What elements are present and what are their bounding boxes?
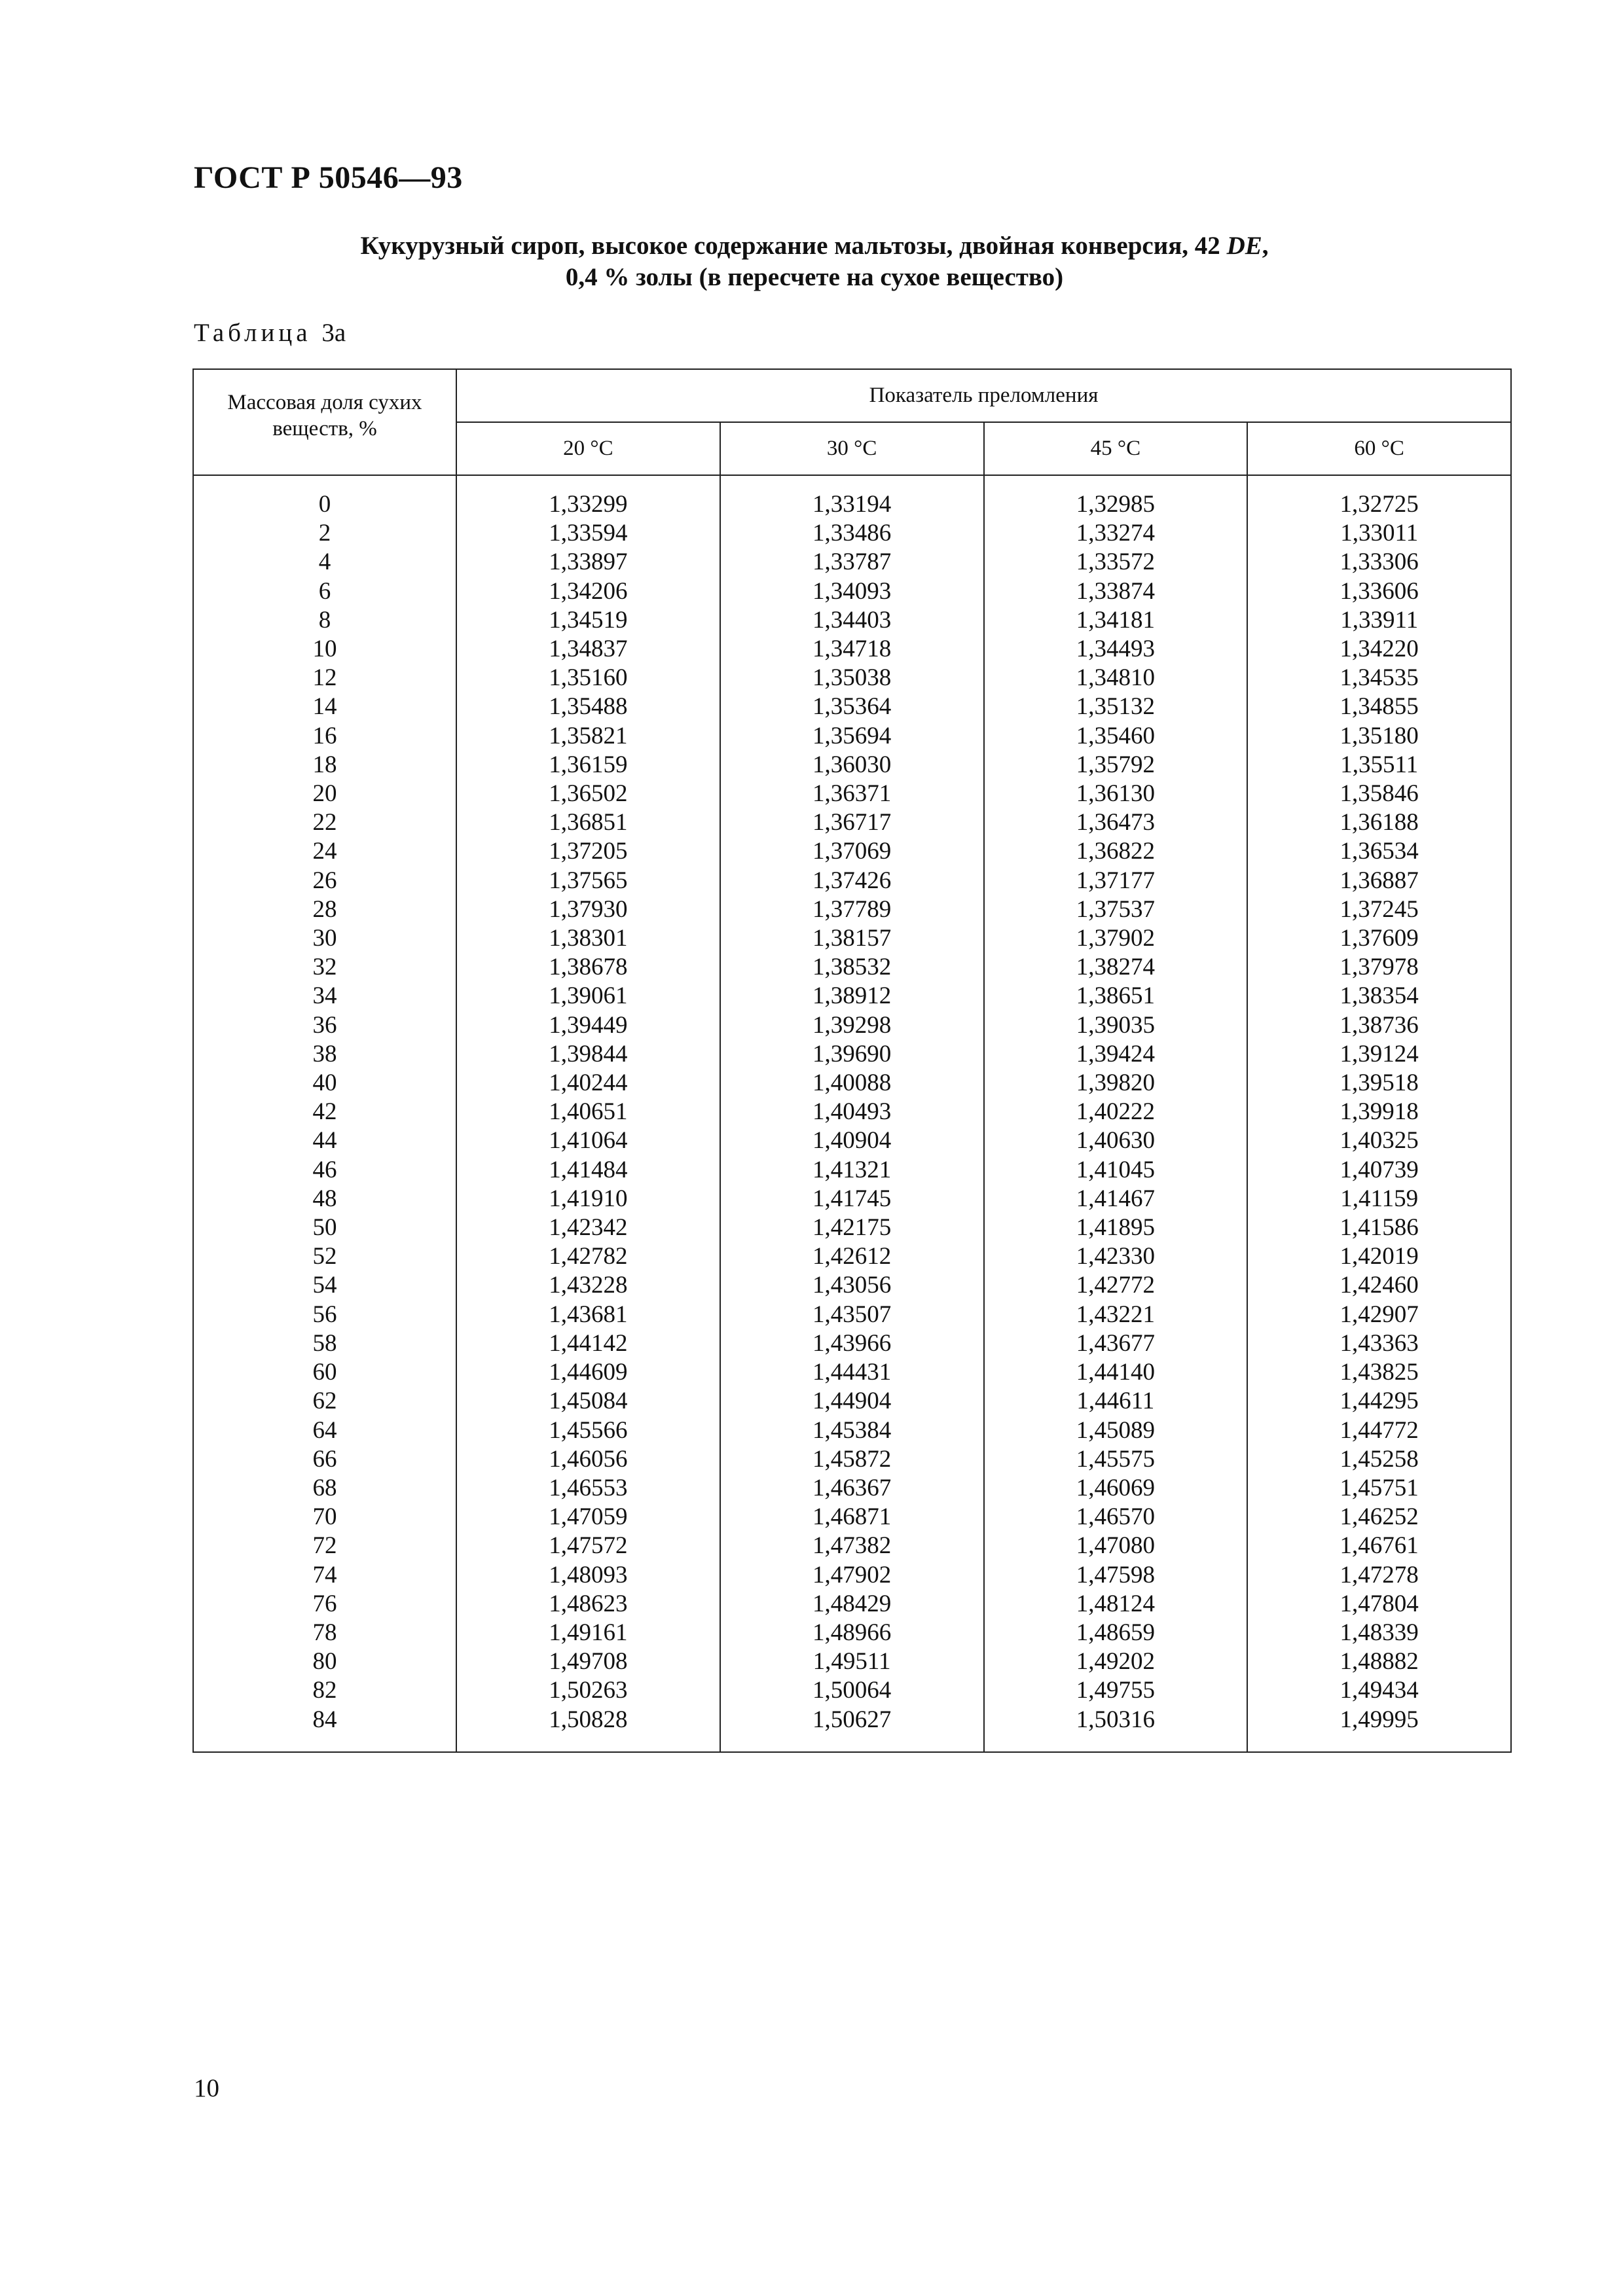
refraction-value-cell: 1,34855 [1247,692,1511,721]
refraction-value-cell: 1,44611 [984,1387,1248,1416]
refraction-value-cell: 1,35821 [456,722,720,751]
refraction-value-cell: 1,42330 [984,1242,1248,1271]
refraction-value-cell: 1,34220 [1247,635,1511,664]
table-row [193,924,1511,953]
refraction-value-cell: 1,33606 [1247,577,1511,606]
table-row [193,1676,1511,1705]
refraction-value-cell: 1,45751 [1247,1474,1511,1503]
refraction-value-cell: 1,43363 [1247,1329,1511,1358]
table-row [193,1213,1511,1242]
refraction-value-cell: 1,45089 [984,1416,1248,1445]
table-row [193,1358,1511,1387]
refraction-value-cell: 1,34403 [720,606,984,635]
refraction-value-cell: 1,39298 [720,1011,984,1040]
refraction-value-cell: 1,41064 [456,1126,720,1155]
refraction-value-cell: 1,34181 [984,606,1248,635]
refraction-value-cell: 1,43221 [984,1300,1248,1329]
mass-fraction-cell: 2 [193,519,456,548]
refraction-value-cell: 1,33911 [1247,606,1511,635]
refraction-value-cell: 1,35460 [984,722,1248,751]
refraction-value-cell: 1,45384 [720,1416,984,1445]
refraction-value-cell: 1,47382 [720,1532,984,1560]
mass-fraction-cell: 76 [193,1590,456,1619]
refraction-value-cell: 1,33299 [456,490,720,519]
refraction-value-cell: 1,43056 [720,1271,984,1300]
document-title [194,230,1435,293]
refraction-value-cell: 1,39061 [456,982,720,1011]
refraction-value-cell: 1,45872 [720,1445,984,1474]
refraction-value-cell: 1,34810 [984,664,1248,692]
refraction-value-cell: 1,39518 [1247,1069,1511,1098]
refraction-value-cell: 1,41895 [984,1213,1248,1242]
refraction-value-cell: 1,50263 [456,1676,720,1705]
refraction-value-cell: 1,38157 [720,924,984,953]
mass-fraction-cell: 38 [193,1040,456,1069]
refraction-value-cell: 1,35488 [456,692,720,721]
refraction-value-cell: 1,36887 [1247,867,1511,895]
table-row [193,490,1511,519]
refraction-value-cell: 1,38354 [1247,982,1511,1011]
refraction-value-cell: 1,49755 [984,1676,1248,1705]
table-row [193,1242,1511,1271]
refraction-value-cell: 1,41484 [456,1156,720,1185]
refraction-value-cell: 1,37978 [1247,953,1511,982]
table-row [193,1503,1511,1532]
mass-fraction-cell: 82 [193,1676,456,1705]
mass-fraction-cell: 68 [193,1474,456,1503]
refraction-value-cell: 1,42342 [456,1213,720,1242]
refraction-value-cell: 1,44142 [456,1329,720,1358]
refraction-value-cell: 1,40493 [720,1098,984,1126]
refraction-value-cell: 1,43677 [984,1329,1248,1358]
refraction-value-cell: 1,42019 [1247,1242,1511,1271]
refraction-value-cell: 1,44140 [984,1358,1248,1387]
refraction-value-cell: 1,44609 [456,1358,720,1387]
table-row [193,1069,1511,1098]
refraction-value-cell: 1,34837 [456,635,720,664]
table-row [193,895,1511,924]
refraction-value-cell: 1,38912 [720,982,984,1011]
refraction-value-cell: 1,46553 [456,1474,720,1503]
refraction-value-cell: 1,48093 [456,1561,720,1590]
table-row [193,635,1511,664]
refraction-value-cell: 1,38274 [984,953,1248,982]
title-line-1-main: Кукурузный сироп, высокое содержание мальтозы, двойная конверсия, 42 [360,232,1227,260]
refraction-value-cell: 1,33486 [720,519,984,548]
table-row [193,692,1511,721]
table-row [193,867,1511,895]
refraction-value-cell: 1,39844 [456,1040,720,1069]
mass-fraction-cell: 42 [193,1098,456,1126]
refraction-value-cell: 1,39035 [984,1011,1248,1040]
refraction-value-cell: 1,40651 [456,1098,720,1126]
refraction-value-cell: 1,42907 [1247,1300,1511,1329]
refraction-value-cell: 1,42782 [456,1242,720,1271]
refraction-value-cell: 1,46252 [1247,1503,1511,1532]
refraction-value-cell: 1,49202 [984,1647,1248,1676]
refraction-value-cell: 1,48623 [456,1590,720,1619]
table-row [193,1040,1511,1069]
refraction-value-cell: 1,41467 [984,1185,1248,1213]
refraction-value-cell: 1,41910 [456,1185,720,1213]
refraction-value-cell: 1,37205 [456,837,720,866]
document-code: ГОСТ Р 50546—93 [194,160,463,195]
refraction-value-cell: 1,49708 [456,1647,720,1676]
table-row [193,1156,1511,1185]
refraction-value-cell: 1,36130 [984,780,1248,808]
header-temp-60: 60 °C [1247,422,1511,475]
refraction-value-cell: 1,40088 [720,1069,984,1098]
table-row [193,1532,1511,1560]
mass-fraction-cell: 30 [193,924,456,953]
refraction-value-cell: 1,45575 [984,1445,1248,1474]
refraction-value-cell: 1,40222 [984,1098,1248,1126]
refraction-value-cell: 1,39449 [456,1011,720,1040]
refraction-value-cell: 1,37537 [984,895,1248,924]
refraction-value-cell: 1,50627 [720,1706,984,1734]
refraction-value-cell: 1,44772 [1247,1416,1511,1445]
refraction-value-cell: 1,34718 [720,635,984,664]
refraction-value-cell: 1,43681 [456,1300,720,1329]
mass-fraction-cell: 62 [193,1387,456,1416]
mass-fraction-cell: 70 [193,1503,456,1532]
table-row [193,606,1511,635]
refraction-value-cell: 1,40739 [1247,1156,1511,1185]
refraction-value-cell: 1,36159 [456,751,720,780]
table-row [193,1416,1511,1445]
refraction-value-cell: 1,35364 [720,692,984,721]
refraction-value-cell: 1,37902 [984,924,1248,953]
refraction-value-cell: 1,36534 [1247,837,1511,866]
mass-fraction-cell: 28 [193,895,456,924]
mass-fraction-cell: 26 [193,867,456,895]
mass-fraction-cell: 44 [193,1126,456,1155]
table-row [193,751,1511,780]
refraction-value-cell: 1,43507 [720,1300,984,1329]
table-row [193,548,1511,577]
table-row [193,1098,1511,1126]
refraction-value-cell: 1,35132 [984,692,1248,721]
refraction-value-cell: 1,43966 [720,1329,984,1358]
mass-fraction-cell: 40 [193,1069,456,1098]
refraction-value-cell: 1,39424 [984,1040,1248,1069]
refraction-value-cell: 1,37069 [720,837,984,866]
mass-fraction-cell: 74 [193,1561,456,1590]
mass-fraction-cell: 6 [193,577,456,606]
refraction-value-cell: 1,38532 [720,953,984,982]
table-row [193,1647,1511,1676]
refraction-value-cell: 1,50064 [720,1676,984,1705]
refraction-value-cell: 1,34493 [984,635,1248,664]
refraction-value-cell: 1,36822 [984,837,1248,866]
mass-fraction-cell: 16 [193,722,456,751]
refraction-value-cell: 1,35846 [1247,780,1511,808]
mass-fraction-cell: 78 [193,1619,456,1647]
refraction-value-cell: 1,34206 [456,577,720,606]
header-mass-fraction: Массовая доля сухих веществ, % [193,369,456,475]
table-row [193,837,1511,866]
mass-fraction-cell: 24 [193,837,456,866]
refraction-value-cell: 1,44295 [1247,1387,1511,1416]
mass-fraction-cell: 56 [193,1300,456,1329]
table-row [193,1185,1511,1213]
refraction-value-cell: 1,32985 [984,490,1248,519]
refraction-value-cell: 1,36851 [456,808,720,837]
refraction-value-cell: 1,45084 [456,1387,720,1416]
refraction-value-cell: 1,47598 [984,1561,1248,1590]
refraction-value-cell: 1,33594 [456,519,720,548]
refraction-value-cell: 1,33874 [984,577,1248,606]
table-row [193,1387,1511,1416]
refraction-value-cell: 1,34535 [1247,664,1511,692]
table-row [193,577,1511,606]
table-body [193,475,1511,1752]
refraction-value-cell: 1,35160 [456,664,720,692]
refraction-value-cell: 1,41586 [1247,1213,1511,1242]
header-temp-30: 30 °C [720,422,984,475]
mass-fraction-cell: 50 [193,1213,456,1242]
refraction-value-cell: 1,46367 [720,1474,984,1503]
refraction-value-cell: 1,35180 [1247,722,1511,751]
table-row [193,664,1511,692]
refraction-value-cell: 1,37609 [1247,924,1511,953]
table-row [193,722,1511,751]
refraction-value-cell: 1,49995 [1247,1706,1511,1734]
refraction-value-cell: 1,40244 [456,1069,720,1098]
refraction-table [192,368,1512,1753]
refraction-value-cell: 1,37426 [720,867,984,895]
refraction-value-cell: 1,36371 [720,780,984,808]
refraction-value-cell: 1,34093 [720,577,984,606]
refraction-value-cell: 1,45566 [456,1416,720,1445]
refraction-value-cell: 1,39124 [1247,1040,1511,1069]
refraction-value-cell: 1,42175 [720,1213,984,1242]
refraction-value-cell: 1,50828 [456,1706,720,1734]
header-temp-45: 45 °C [984,422,1248,475]
refraction-value-cell: 1,50316 [984,1706,1248,1734]
refraction-value-cell: 1,47902 [720,1561,984,1590]
refraction-value-cell: 1,36473 [984,808,1248,837]
table-row [193,1561,1511,1590]
refraction-value-cell: 1,42460 [1247,1271,1511,1300]
refraction-value-cell: 1,32725 [1247,490,1511,519]
refraction-value-cell: 1,33306 [1247,548,1511,577]
refraction-value-cell: 1,33011 [1247,519,1511,548]
refraction-value-cell: 1,47059 [456,1503,720,1532]
refraction-value-cell: 1,49511 [720,1647,984,1676]
refraction-value-cell: 1,33787 [720,548,984,577]
mass-fraction-cell: 66 [193,1445,456,1474]
mass-fraction-cell: 72 [193,1532,456,1560]
refraction-value-cell: 1,49161 [456,1619,720,1647]
refraction-value-cell: 1,43825 [1247,1358,1511,1387]
table-row [193,953,1511,982]
table-row [193,780,1511,808]
refraction-value-cell: 1,48429 [720,1590,984,1619]
mass-fraction-cell: 84 [193,1706,456,1734]
mass-fraction-cell: 14 [193,692,456,721]
mass-fraction-cell: 60 [193,1358,456,1387]
refraction-value-cell: 1,40904 [720,1126,984,1155]
refraction-value-cell: 1,37245 [1247,895,1511,924]
refraction-value-cell: 1,39820 [984,1069,1248,1098]
table-row [193,1445,1511,1474]
table-label [194,318,346,348]
refraction-value-cell: 1,33274 [984,519,1248,548]
mass-fraction-cell: 54 [193,1271,456,1300]
refraction-value-cell: 1,48659 [984,1619,1248,1647]
mass-fraction-cell: 22 [193,808,456,837]
refraction-value-cell: 1,47278 [1247,1561,1511,1590]
refraction-value-cell: 1,35511 [1247,751,1511,780]
refraction-value-cell: 1,48124 [984,1590,1248,1619]
mass-fraction-cell: 4 [193,548,456,577]
refraction-value-cell: 1,37930 [456,895,720,924]
refraction-value-cell: 1,42772 [984,1271,1248,1300]
mass-fraction-cell: 64 [193,1416,456,1445]
refraction-value-cell: 1,46570 [984,1503,1248,1532]
table-row [193,1706,1511,1734]
table-row [193,1590,1511,1619]
refraction-value-cell: 1,37565 [456,867,720,895]
table-row [193,1474,1511,1503]
header-temp-20: 20 °C [456,422,720,475]
mass-fraction-cell: 20 [193,780,456,808]
refraction-value-cell: 1,37789 [720,895,984,924]
refraction-value-cell: 1,41159 [1247,1185,1511,1213]
title-line-1-emphasis: DE [1226,232,1262,260]
mass-fraction-cell: 0 [193,490,456,519]
table-row [193,1300,1511,1329]
refraction-value-cell: 1,35694 [720,722,984,751]
refraction-value-cell: 1,34519 [456,606,720,635]
refraction-value-cell: 1,43228 [456,1271,720,1300]
mass-fraction-cell: 36 [193,1011,456,1040]
refraction-value-cell: 1,36502 [456,780,720,808]
refraction-value-cell: 1,38736 [1247,1011,1511,1040]
refraction-value-cell: 1,39690 [720,1040,984,1069]
table-row [193,1619,1511,1647]
mass-fraction-cell: 46 [193,1156,456,1185]
page-number: 10 [194,2074,219,2102]
refraction-value-cell: 1,46056 [456,1445,720,1474]
mass-fraction-cell: 18 [193,751,456,780]
refraction-value-cell: 1,37177 [984,867,1248,895]
mass-fraction-cell: 80 [193,1647,456,1676]
title-line-2: 0,4 % золы (в пересчете на сухое вещество) [565,263,1064,291]
refraction-value-cell: 1,47572 [456,1532,720,1560]
mass-fraction-cell: 32 [193,953,456,982]
refraction-value-cell: 1,44431 [720,1358,984,1387]
table-row [193,808,1511,837]
refraction-value-cell: 1,39918 [1247,1098,1511,1126]
mass-fraction-cell: 58 [193,1329,456,1358]
table-row [193,1271,1511,1300]
refraction-value-cell: 1,38678 [456,953,720,982]
title-line-1-end: , [1262,232,1269,260]
refraction-value-cell: 1,35792 [984,751,1248,780]
refraction-value-cell: 1,40630 [984,1126,1248,1155]
refraction-value-cell: 1,41745 [720,1185,984,1213]
mass-fraction-cell: 8 [193,606,456,635]
refraction-value-cell: 1,42612 [720,1242,984,1271]
refraction-value-cell: 1,36188 [1247,808,1511,837]
table-row [193,1329,1511,1358]
refraction-value-cell: 1,47080 [984,1532,1248,1560]
refraction-value-cell: 1,46761 [1247,1532,1511,1560]
refraction-value-cell: 1,38651 [984,982,1248,1011]
refraction-value-cell: 1,40325 [1247,1126,1511,1155]
mass-fraction-cell: 52 [193,1242,456,1271]
table-label-word: Таблица [194,319,312,347]
title-line-1 [194,230,1435,262]
refraction-value-cell: 1,33572 [984,548,1248,577]
refraction-value-cell: 1,47804 [1247,1590,1511,1619]
table-header [193,369,1511,475]
refraction-value-cell: 1,49434 [1247,1676,1511,1705]
refraction-value-cell: 1,38301 [456,924,720,953]
table-row [193,1126,1511,1155]
refraction-value-cell: 1,41045 [984,1156,1248,1185]
refraction-value-cell: 1,35038 [720,664,984,692]
refraction-value-cell: 1,45258 [1247,1445,1511,1474]
refraction-value-cell: 1,41321 [720,1156,984,1185]
refraction-value-cell: 1,48339 [1247,1619,1511,1647]
mass-fraction-cell: 34 [193,982,456,1011]
header-refraction-index: Показатель преломления [456,369,1511,422]
table-row [193,1011,1511,1040]
refraction-value-cell: 1,48882 [1247,1647,1511,1676]
refraction-value-cell: 1,46871 [720,1503,984,1532]
table-label-number: 3а [321,319,346,347]
refraction-value-cell: 1,48966 [720,1619,984,1647]
mass-fraction-cell: 12 [193,664,456,692]
refraction-value-cell: 1,36030 [720,751,984,780]
refraction-value-cell: 1,33194 [720,490,984,519]
refraction-value-cell: 1,44904 [720,1387,984,1416]
refraction-value-cell: 1,46069 [984,1474,1248,1503]
refraction-value-cell: 1,33897 [456,548,720,577]
mass-fraction-cell: 48 [193,1185,456,1213]
refraction-value-cell: 1,36717 [720,808,984,837]
mass-fraction-cell: 10 [193,635,456,664]
table-row [193,519,1511,548]
table-row [193,982,1511,1011]
